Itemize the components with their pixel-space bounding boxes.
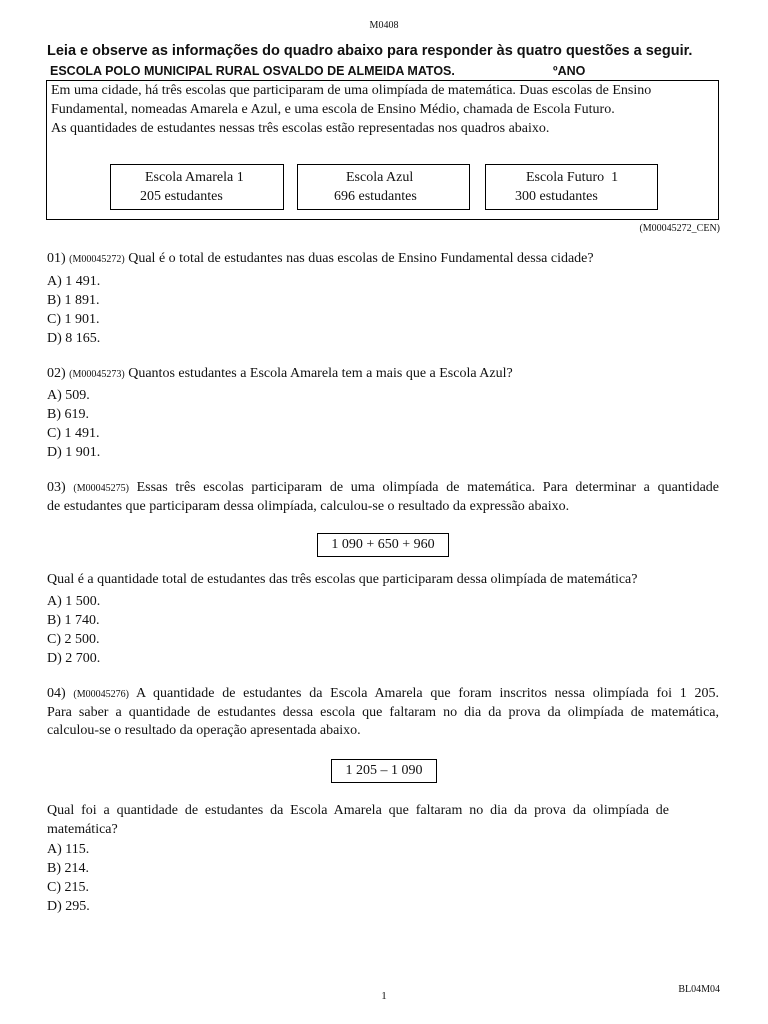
option-d: D) 295.: [47, 899, 90, 914]
question-04-prompt-line2: matemática?: [47, 822, 118, 837]
grade-label: ºANO: [553, 64, 586, 78]
option-d: D) 1 901.: [47, 445, 101, 460]
expression-box-04: 1 205 – 1 090: [331, 759, 437, 783]
question-04-line1: [47, 684, 719, 704]
question-code: (M00045276): [73, 689, 129, 700]
school-box-azul: [297, 164, 470, 210]
option-a: A) 1 491.: [47, 274, 101, 289]
question-03-line2: de estudantes que participaram dessa olimpíada, calculou-se o resultado da expressão abaixo.: [47, 499, 570, 514]
option-a: A) 115.: [47, 842, 90, 857]
question-03-line1: [47, 478, 719, 498]
school-box-name: Escola Amarela 1: [145, 170, 244, 185]
school-box-amarela: [110, 164, 284, 210]
school-box-count: 300 estudantes: [515, 189, 598, 204]
school-box-count: 205 estudantes: [140, 189, 223, 204]
question-04-prompt-line1: Qual foi a quantidade de estudantes da Escola Amarela que faltaram no dia da prova da olimpíada de: [47, 803, 669, 818]
question-03-prompt: Qual é a quantidade total de estudantes das três escolas que participaram dessa olimpíada de matemática?: [47, 572, 638, 587]
page-number: 1: [381, 990, 387, 1002]
question-04-line3: calculou-se o resultado da operação apresentada abaixo.: [47, 723, 361, 738]
instruction-heading: Leia e observe as informações do quadro abaixo para responder às quatro questões a seguir.: [47, 43, 693, 59]
option-b: B) 619.: [47, 407, 89, 422]
school-box-futuro: [485, 164, 658, 210]
option-b: B) 1 891.: [47, 293, 100, 308]
intro-line: As quantidades de estudantes nessas três escolas estão representadas nos quadros abaixo.: [51, 121, 550, 136]
option-a: A) 1 500.: [47, 594, 101, 609]
question-04-line2: Para saber a quantidade de estudantes dessa escola que faltaram no dia da prova da olimpíada de matemática,: [47, 705, 719, 720]
option-b: B) 1 740.: [47, 613, 100, 628]
question-04-options: [47, 840, 90, 916]
question-number: 04): [47, 686, 66, 701]
expression-box-03: 1 090 + 650 + 960: [317, 533, 449, 557]
school-name: ESCOLA POLO MUNICIPAL RURAL OSVALDO DE ALMEIDA MATOS.: [50, 64, 455, 78]
option-c: C) 215.: [47, 880, 89, 895]
school-box-name: Escola Futuro 1: [526, 170, 619, 185]
question-text: Quantos estudantes a Escola Amarela tem a mais que a Escola Azul?: [128, 366, 513, 381]
question-02: [47, 364, 513, 384]
intro-text: [51, 81, 711, 138]
question-02-options: [47, 386, 100, 462]
question-code: (M00045273): [69, 369, 125, 380]
question-code: (M00045275): [73, 483, 129, 494]
document-code: M0408: [369, 20, 399, 31]
option-c: C) 1 491.: [47, 426, 100, 441]
reference-code: (M00045272_CEN): [639, 223, 720, 234]
option-b: B) 214.: [47, 861, 89, 876]
question-number: 02): [47, 366, 66, 381]
question-01-options: [47, 272, 100, 348]
question-number: 01): [47, 251, 66, 266]
question-text: A quantidade de estudantes da Escola Amarela que foram inscritos nessa olimpíada foi 1 205.: [135, 686, 720, 701]
option-c: C) 1 901.: [47, 312, 100, 327]
intro-line: Em uma cidade, há três escolas que participaram de uma olimpíada de matemática. Duas escolas de Ensino: [51, 83, 652, 98]
option-a: A) 509.: [47, 388, 90, 403]
school-box-count: 696 estudantes: [334, 189, 417, 204]
option-d: D) 2 700.: [47, 651, 101, 666]
question-text: Essas três escolas participaram de uma olimpíada de matemática. Para determinar a quantidade: [136, 480, 720, 495]
option-d: D) 8 165.: [47, 331, 101, 346]
intro-line: Fundamental, nomeadas Amarela e Azul, e uma escola de Ensino Médio, chamada de Escola Futuro.: [51, 102, 615, 117]
question-number: 03): [47, 480, 66, 495]
footer-code: BL04M04: [678, 984, 720, 995]
question-03-options: [47, 592, 100, 668]
option-c: C) 2 500.: [47, 632, 100, 647]
question-text: Qual é o total de estudantes nas duas escolas de Ensino Fundamental dessa cidade?: [128, 251, 594, 266]
question-01: [47, 249, 594, 269]
question-code: (M00045272): [69, 254, 125, 265]
school-box-name: Escola Azul: [346, 170, 414, 185]
